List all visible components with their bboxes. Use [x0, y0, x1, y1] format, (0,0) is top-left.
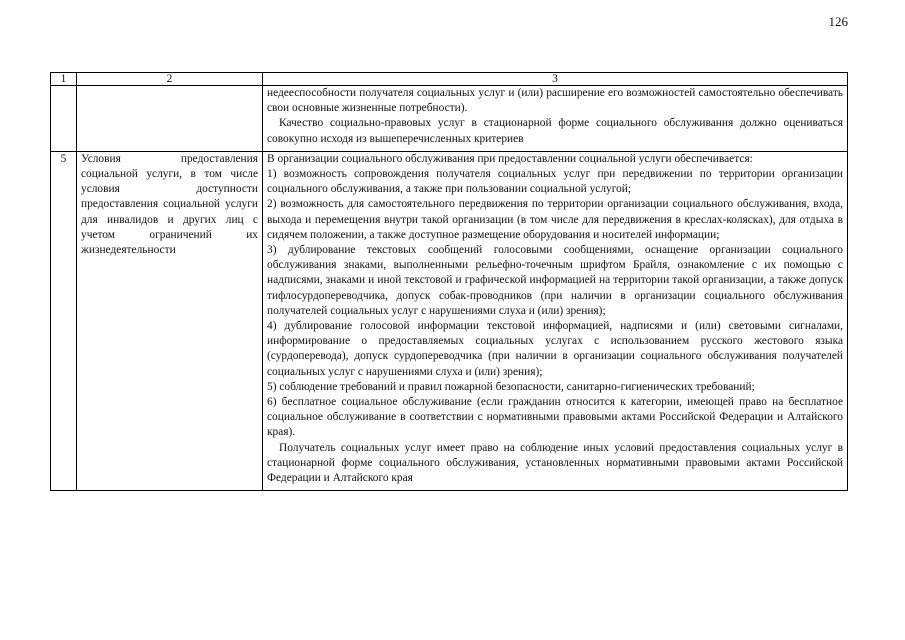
content-paragraph: Получатель социальных услуг имеет право на соблюдение иных условий предоставления социальных услуг в стационарной форме социального обслуживания, установленных нормативными правовыми актами Российской Федерации и Алтайского края [267, 441, 843, 485]
page-number: 126 [828, 14, 848, 29]
content-paragraph: 4) дублирование голосовой информации текстовой информацией, надписями и (или) световыми сигналами, информирование о предоставляемых социальных услугах с использованием русского жестового языка (сурдоперевода), допуск сурдопереводчика (при наличии в организации социального обслуживания получателей социальных услуг с нарушениями слуха и (или) зрения); [267, 320, 843, 378]
table-row [51, 86, 848, 152]
column-header-2: 2 [77, 73, 263, 86]
column-header-3: 3 [263, 73, 848, 86]
row-content-cell [263, 86, 848, 152]
table-row [51, 151, 848, 490]
content-paragraph: 5) соблюдение требований и правил пожарной безопасности, санитарно-гигиенических требований; [267, 380, 755, 393]
content-paragraph: 3) дублирование текстовых сообщений голосовыми сообщениями, оснащение организации социального обслуживания знаками, выполненными рельефно-точечным шрифтом Брайля, ознакомление с их помощью с надписями, знаками и иной текстовой и графической информацией на территории такой организации, а также допуск тифлосурдопереводчика, допуск собак-проводников (при наличии в организации социального обслуживания получателей социальных услуг с нарушениями слуха и (или) зрения); [267, 244, 843, 317]
row-condition-cell [77, 86, 263, 152]
column-header-1: 1 [51, 73, 77, 86]
content-paragraph: недееспособности получателя социальных услуг и (или) расширение его возможностей самостоятельно обеспечивать свои основные жизненные потребности). [267, 87, 843, 115]
content-paragraph: 2) возможность для самостоятельного передвижения по территории организации социального обслуживания, входа, выхода и перемещения внутри такой организации (в том числе для передвижения в креслах-колясках), для отдыха в сидячем положении, а также доступное размещение оборудования и носителей информации; [267, 198, 843, 241]
content-paragraph: Качество социально-правовых услуг в стационарной форме социального обслуживания должно оцениваться совокупно исходя из вышеперечисленных критериев [267, 117, 843, 145]
row-number-cell: 5 [51, 151, 77, 490]
row-condition-cell: Условия предоставления социальной услуги, в том числе условия доступности предоставления социальной услуги для инвалидов и других лиц с учетом ограничений их жизнедеятельности [77, 151, 263, 490]
content-paragraph: 1) возможность сопровождения получателя социальных услуг при передвижении по территории организации социального обслуживания, а также при пользовании социальной услугой; [267, 168, 843, 196]
row-number-cell [51, 86, 77, 152]
table-header-row [51, 73, 848, 86]
document-table [50, 72, 848, 491]
row-content-cell [263, 151, 848, 490]
content-paragraph: 6) бесплатное социальное обслуживание (если гражданин относится к категории, имеющей право на бесплатное социальное обслуживание в соответствии с нормативными правовыми актами Российской Федерации и Алтайского края). [267, 396, 843, 439]
content-paragraph: В организации социального обслуживания при предоставлении социальной услуги обеспечивается: [267, 152, 753, 165]
